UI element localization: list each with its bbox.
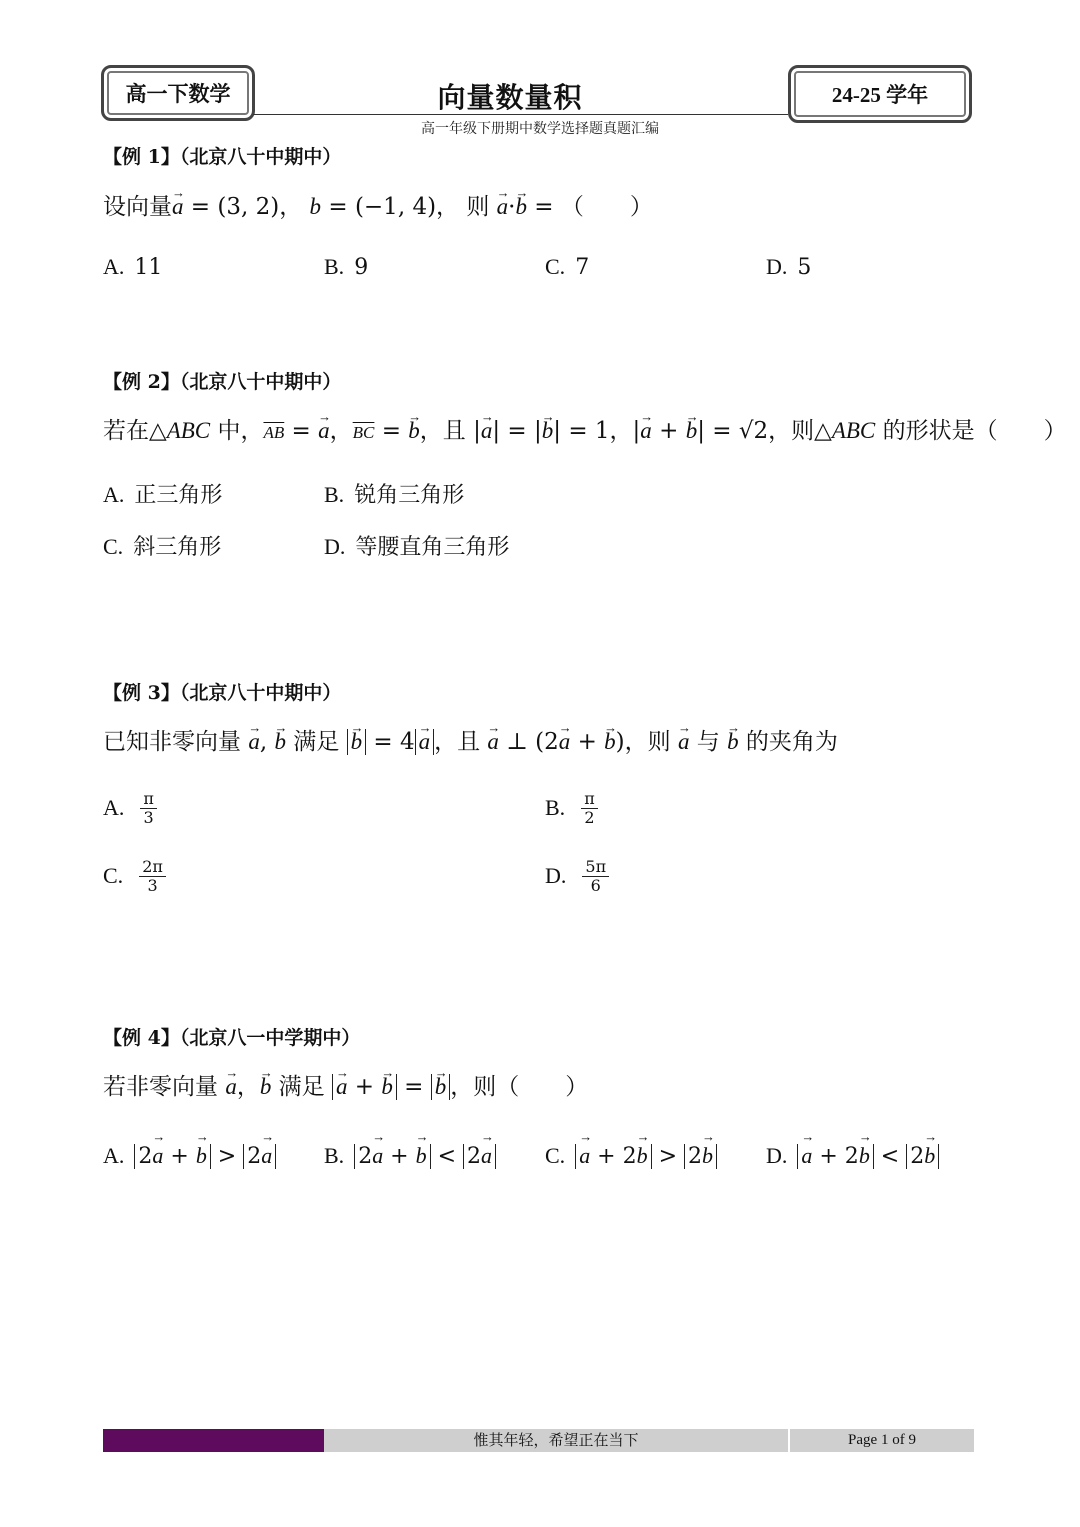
example-1-option-a[interactable]: A. 11	[103, 254, 163, 280]
example-label: 【例 1】	[103, 146, 180, 168]
course-badge	[101, 65, 255, 121]
footer-accent-bar	[103, 1429, 324, 1452]
example-label: 【例 3】	[103, 682, 180, 704]
example-4-option-c[interactable]: C. → a + 2→ b > 2→ b	[545, 1143, 717, 1169]
example-3-option-c[interactable]: C. $\frac{2\pi}{3}$	[103, 858, 166, 895]
example-2-option-c[interactable]: C. 斜三角形	[103, 534, 222, 560]
example-1-option-c[interactable]: C. 7	[545, 254, 590, 280]
example-source: （北京八十中期中）	[179, 371, 342, 393]
example-2-option-d[interactable]: D. 等腰直角三角形	[324, 534, 510, 560]
page-number: Page 1 of 9	[848, 1432, 916, 1448]
footer-motto: 惟其年轻，希望正在当下	[473, 1431, 639, 1449]
example-2-stem: 若在△ABC 中，$\overline{AB}$ = → a，$\overline{BC}$ = → b，且 |→ a| = |→ b| = 1，|→ a + → b| = √2，则△ABC 的形状是（ ）	[103, 416, 1067, 448]
example-4-option-a[interactable]: A. 2→ a + → b > 2→ a	[103, 1143, 276, 1169]
year-badge	[788, 65, 972, 123]
example-3-option-d[interactable]: D. $\frac{5\pi}{6}$	[545, 858, 609, 895]
example-label: 【例 4】	[103, 1027, 180, 1049]
example-4-option-b[interactable]: B. 2→ a + → b < 2→ a	[324, 1143, 496, 1169]
example-2-heading	[103, 367, 341, 394]
example-4-stem: 若非零向量 → a，→ b 满足 → a + → b = → b ，则（ ）	[103, 1072, 588, 1102]
example-label: 【例 2】	[103, 371, 180, 393]
year-badge-label: 24-25 学年	[831, 83, 929, 107]
example-source: （北京八十中期中）	[179, 146, 342, 168]
example-1-heading	[103, 142, 341, 169]
example-2-option-b[interactable]: B. 锐角三角形	[324, 482, 465, 508]
example-1-option-d[interactable]: D. 5	[766, 254, 812, 280]
example-3-option-b[interactable]: B. $\frac{\pi}{2}$	[545, 790, 598, 827]
course-badge-label: 高一下数学	[125, 82, 231, 106]
example-3-stem: 已知非零向量 → a, → b 满足 → b = 4 → a ，且 → a ⊥ (2→ a + → b)，则 → a 与 → b 的夹角为	[103, 727, 838, 757]
example-4-heading	[103, 1023, 360, 1050]
example-4-option-d[interactable]: D. → a + 2→ b < 2→ b	[766, 1143, 939, 1169]
example-2-option-a[interactable]: A. 正三角形	[103, 482, 223, 508]
example-source: （北京八十中期中）	[179, 682, 342, 704]
example-3-option-a[interactable]: A. $\frac{\pi}{3}$	[103, 790, 157, 827]
example-1-option-b[interactable]: B. 9	[324, 254, 369, 280]
example-source: （北京八一中学期中）	[179, 1027, 361, 1049]
page-title: 向量数量积	[437, 81, 583, 114]
example-3-heading	[103, 678, 341, 705]
header-rule	[253, 114, 788, 115]
page-subtitle: 高一年级下册期中数学选择题真题汇编	[421, 121, 659, 137]
example-1-stem: 设向量→ a = (3, 2)， b = (−1, 4)， 则 → a·→ b = （ ）	[103, 192, 653, 222]
